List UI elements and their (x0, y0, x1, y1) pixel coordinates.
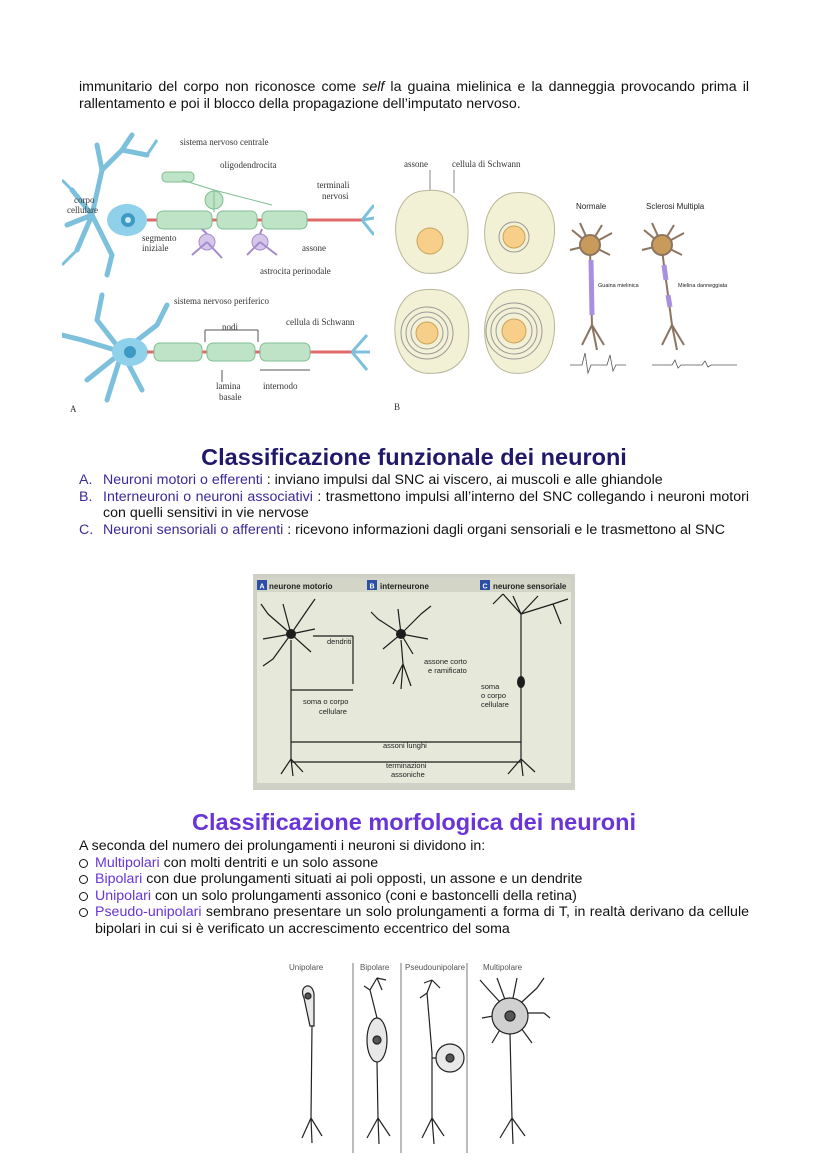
svg-text:B: B (394, 402, 401, 412)
bullet-circle (79, 892, 88, 901)
svg-text:Sclerosi Multipla: Sclerosi Multipla (646, 202, 705, 211)
svg-text:assone: assone (302, 243, 326, 253)
svg-text:dendriti: dendriti (327, 637, 352, 646)
bullet-circle (79, 908, 88, 917)
svg-text:nodi: nodi (222, 322, 239, 332)
svg-text:e ramificato: e ramificato (428, 666, 467, 675)
list-item: B. Interneuroni o neuroni associativi : trasmettono impulsi all’interno del SNC collegando i neuroni motori con quelli sensitivi in vie nervose (79, 488, 749, 522)
svg-text:cellulare: cellulare (67, 205, 98, 215)
svg-text:Multipolare: Multipolare (483, 963, 523, 972)
schwann-stage-4 (485, 289, 555, 373)
morphological-neurons-figure (282, 958, 552, 1158)
morphological-section (79, 838, 749, 938)
svg-text:Normale: Normale (576, 202, 607, 211)
myelin-diagram-a (62, 130, 374, 420)
svg-text:neurone motorio: neurone motorio (269, 582, 333, 591)
svg-text:interneurone: interneurone (380, 582, 429, 591)
list-item: C. Neuroni sensoriali o afferenti : ricevono informazioni dagli organi sensoriali e le trasmettono al SNC (79, 521, 725, 538)
svg-text:cellula di Schwann: cellula di Schwann (452, 159, 521, 169)
schwann-stage-1 (396, 190, 468, 273)
bullet-circle (79, 859, 88, 868)
svg-text:neurone sensoriale: neurone sensoriale (493, 582, 567, 591)
svg-text:A: A (259, 583, 265, 591)
myelin-diagram-b (382, 155, 557, 420)
svg-text:basale: basale (219, 392, 242, 402)
svg-text:soma: soma (481, 682, 500, 691)
svg-text:C: C (482, 583, 488, 591)
list-item: Unipolari con un solo prolungamenti assonico (coni e bastoncelli della retina) (79, 888, 749, 905)
functional-list (79, 472, 749, 538)
svg-text:Pseudounipolare: Pseudounipolare (405, 963, 466, 972)
svg-text:sistema nervoso centrale: sistema nervoso centrale (180, 137, 269, 147)
list-item: A. Neuroni motori o efferenti : inviano impulsi dal SNC ai viscero, ai muscoli e alle ghiandole (79, 472, 663, 488)
svg-text:corpo: corpo (74, 195, 95, 205)
svg-text:cellulare: cellulare (481, 700, 509, 709)
svg-text:oligodendrocita: oligodendrocita (220, 160, 277, 170)
schwann-stage-3 (395, 289, 469, 373)
svg-text:Guaina mielinica: Guaina mielinica (598, 283, 639, 289)
svg-text:Unipolare: Unipolare (289, 963, 324, 972)
svg-text:assone: assone (404, 159, 428, 169)
section2-title: Classificazione morfologica dei neuroni (192, 809, 636, 835)
ms-comparison (562, 195, 752, 380)
list-item: Multipolari con molti dentriti e un solo assone (79, 855, 749, 872)
svg-text:assoniche: assoniche (391, 770, 425, 779)
svg-text:iniziale: iniziale (142, 243, 169, 253)
svg-text:assoni lunghi: assoni lunghi (383, 741, 427, 750)
svg-text:Mielina danneggiata: Mielina danneggiata (678, 283, 728, 289)
intro-italic: self (362, 79, 385, 95)
svg-text:internodo: internodo (263, 381, 298, 391)
cns-neuron (62, 135, 374, 275)
morph-intro: A seconda del numero dei prolungamenti i neuroni si dividono in: (79, 838, 486, 854)
list-item: Pseudo-unipolari sembrano presentare un solo prolungamenti a forma di T, in realtà derivano da cellule bipolari in cui si è verificato un accrescimento eccentrico del soma (79, 904, 749, 937)
svg-text:nervosi: nervosi (322, 191, 349, 201)
svg-text:segmento: segmento (142, 233, 177, 243)
svg-text:astrocita perinodale: astrocita perinodale (260, 266, 331, 276)
functional-neurons-figure (253, 574, 575, 790)
intro-paragraph: immunitario del corpo non riconosce come self la guaina mielinica e la danneggia provocando prima il rallentamento e poi il blocco della propagazione dell’imputato nervoso. (79, 79, 749, 112)
svg-text:Bipolare: Bipolare (360, 963, 390, 972)
svg-text:soma o corpo: soma o corpo (303, 697, 349, 706)
list-item: Bipolari con due prolungamenti situati ai poli opposti, un assone e un dendrite (79, 871, 749, 888)
svg-text:A: A (70, 404, 77, 414)
bullet-circle (79, 875, 88, 884)
svg-text:cellula di Schwann: cellula di Schwann (286, 317, 355, 327)
svg-text:o corpo: o corpo (481, 691, 507, 700)
svg-text:terminazioni: terminazioni (386, 761, 427, 770)
svg-text:cellulare: cellulare (319, 707, 347, 716)
svg-text:sistema nervoso periferico: sistema nervoso periferico (174, 296, 269, 306)
schwann-stage-2 (485, 192, 555, 273)
svg-text:B: B (369, 583, 375, 591)
svg-text:lamina: lamina (216, 381, 241, 391)
svg-text:assone corto: assone corto (424, 657, 467, 666)
svg-text:terminali: terminali (317, 180, 350, 190)
section1-title: Classificazione funzionale dei neuroni (201, 444, 627, 470)
